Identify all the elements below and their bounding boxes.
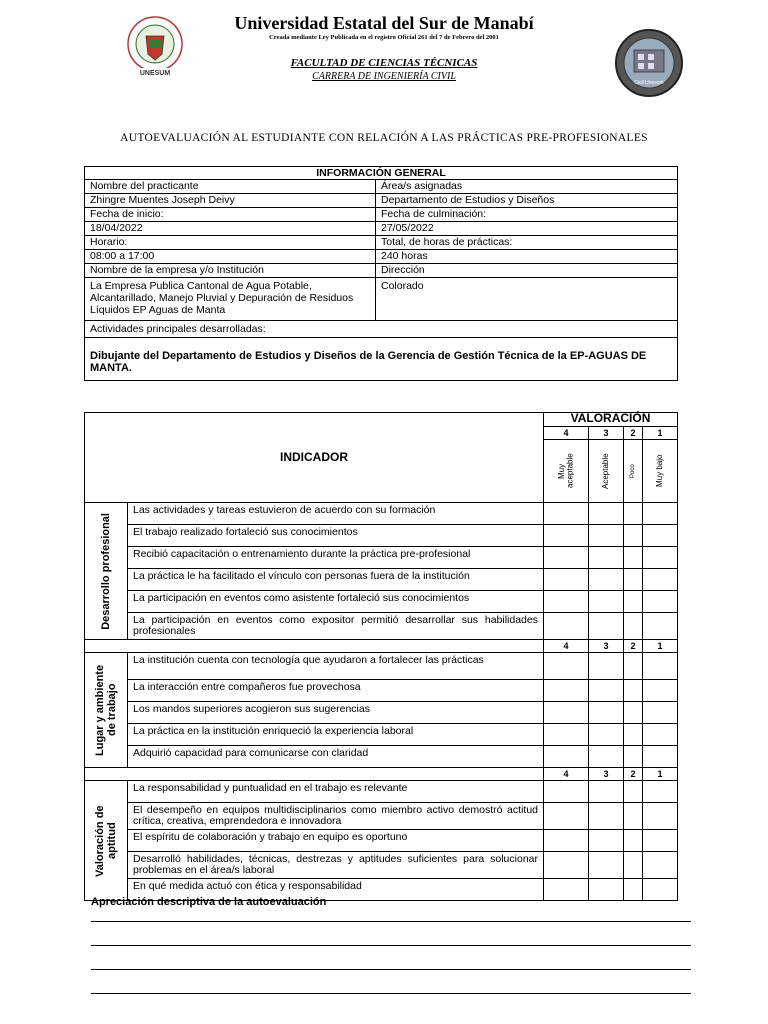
- company-value: La Empresa Publica Cantonal de Agua Potable, Alcantarillado, Manejo Pluvial y Depuración de Residuos Líquidos EP Aguas de Manta: [85, 278, 376, 321]
- indicator-item: Las actividades y tareas estuvieron de acuerdo con su formación: [128, 503, 544, 525]
- score-cell[interactable]: [624, 746, 643, 768]
- score-header: 2: [624, 768, 643, 781]
- score-cell[interactable]: [544, 653, 589, 680]
- schedule-value: 08:00 a 17:00: [85, 250, 376, 264]
- indicator-item: La práctica en la institución enriqueció la experiencia laboral: [128, 724, 544, 746]
- name-value: Zhingre Muentes Joseph Deivy: [85, 194, 376, 208]
- score-cell[interactable]: [544, 569, 589, 591]
- info-heading: INFORMACIÓN GENERAL: [85, 167, 678, 180]
- document-title: AUTOEVALUACIÓN AL ESTUDIANTE CON RELACIÓN A LAS PRÁCTICAS PRE-PROFESIONALES: [120, 132, 648, 144]
- score-cell[interactable]: [624, 525, 643, 547]
- score-cell[interactable]: [643, 613, 678, 640]
- descriptive-label: Apreciación descriptiva de la autoevaluación: [91, 896, 327, 908]
- score-cell[interactable]: [589, 702, 624, 724]
- indicator-item: Recibió capacitación o entrenamiento durante la práctica pre-profesional: [128, 547, 544, 569]
- score-cell[interactable]: [643, 525, 678, 547]
- answer-line[interactable]: [91, 945, 691, 946]
- answer-line[interactable]: [91, 969, 691, 970]
- score-header: 3: [589, 427, 624, 440]
- score-cell[interactable]: [624, 852, 643, 879]
- indicator-item: Los mandos superiores acogieron sus sugerencias: [128, 702, 544, 724]
- score-cell[interactable]: [624, 702, 643, 724]
- score-label: Poco: [629, 464, 636, 478]
- score-cell[interactable]: [589, 781, 624, 803]
- score-cell[interactable]: [643, 852, 678, 879]
- score-cell[interactable]: [643, 569, 678, 591]
- score-cell[interactable]: [544, 702, 589, 724]
- university-logo-text: UNESUM: [139, 70, 171, 77]
- score-header: 4: [544, 640, 589, 653]
- score-cell[interactable]: [544, 680, 589, 702]
- score-cell[interactable]: [624, 879, 643, 901]
- valuation-header: VALORACIÓN: [544, 413, 678, 427]
- indicator-item: En qué medida actuó con ética y responsabilidad: [128, 879, 544, 901]
- score-cell[interactable]: [643, 724, 678, 746]
- score-label: Muy aceptable: [556, 453, 574, 489]
- score-cell[interactable]: [544, 503, 589, 525]
- score-cell[interactable]: [643, 702, 678, 724]
- indicator-item: El trabajo realizado fortaleció sus conocimientos: [128, 525, 544, 547]
- schedule-label: Horario:: [85, 236, 376, 250]
- score-cell[interactable]: [544, 724, 589, 746]
- category-label: Lugar y ambiente de trabajo: [94, 664, 118, 756]
- answer-line[interactable]: [91, 993, 691, 994]
- score-cell[interactable]: [589, 879, 624, 901]
- score-header: 2: [624, 427, 643, 440]
- area-value: Departamento de Estudios y Diseños: [376, 194, 678, 208]
- score-cell[interactable]: [643, 803, 678, 830]
- hours-value: 240 horas: [376, 250, 678, 264]
- score-header: 1: [643, 427, 678, 440]
- score-header: 2: [624, 640, 643, 653]
- career-logo: [612, 26, 686, 100]
- name-label: Nombre del practicante: [85, 180, 376, 194]
- score-cell[interactable]: [589, 525, 624, 547]
- score-cell[interactable]: [544, 591, 589, 613]
- score-cell[interactable]: [624, 569, 643, 591]
- evaluation-table: [84, 412, 678, 901]
- indicator-item: El espíritu de colaboración y trabajo en equipo es oportuno: [128, 830, 544, 852]
- score-cell[interactable]: [624, 591, 643, 613]
- score-header: 4: [544, 427, 589, 440]
- end-date-value: 27/05/2022: [376, 222, 678, 236]
- address-value: Colorado: [376, 278, 678, 321]
- score-label: Muy bajo: [654, 454, 664, 488]
- creation-note: Creada mediante Ley Publicada en el registro Oficial 261 del 7 de Febrero del 2001: [269, 34, 499, 41]
- score-cell[interactable]: [643, 591, 678, 613]
- activities-label: Actividades principales desarrolladas:: [85, 321, 678, 338]
- indicator-item: La práctica le ha facilitado el vínculo con personas fuera de la institución: [128, 569, 544, 591]
- indicator-item: La institución cuenta con tecnología que ayudaron a fortalecer las prácticas: [128, 653, 544, 680]
- score-cell[interactable]: [544, 803, 589, 830]
- score-cell[interactable]: [589, 653, 624, 680]
- score-cell[interactable]: [624, 680, 643, 702]
- area-label: Área/s asignadas: [376, 180, 678, 194]
- score-cell[interactable]: [589, 680, 624, 702]
- score-cell[interactable]: [624, 803, 643, 830]
- score-cell[interactable]: [589, 503, 624, 525]
- score-cell[interactable]: [544, 781, 589, 803]
- score-cell[interactable]: [589, 591, 624, 613]
- score-cell[interactable]: [624, 653, 643, 680]
- indicator-item: La participación en eventos como expositor permitió desarrollar sus habilidades profesionales: [128, 613, 544, 640]
- category-label: Desarrollo profesional: [100, 512, 112, 630]
- score-cell[interactable]: [544, 547, 589, 569]
- score-cell[interactable]: [589, 803, 624, 830]
- score-cell[interactable]: [643, 746, 678, 768]
- score-cell[interactable]: [589, 724, 624, 746]
- score-header: 1: [643, 768, 678, 781]
- general-info-table: [84, 166, 678, 381]
- score-cell[interactable]: [643, 547, 678, 569]
- start-date-value: 18/04/2022: [85, 222, 376, 236]
- score-label: Aceptable: [600, 453, 610, 489]
- score-cell[interactable]: [589, 830, 624, 852]
- activities-value: Dibujante del Departamento de Estudios y Diseños de la Gerencia de Gestión Técnica de la EP-AGUAS DE MANTA.: [85, 338, 678, 381]
- score-cell[interactable]: [544, 852, 589, 879]
- address-label: Dirección: [376, 264, 678, 278]
- score-cell[interactable]: [544, 613, 589, 640]
- start-date-label: Fecha de inicio:: [85, 208, 376, 222]
- career-name: CARRERA DE INGENIERÍA CIVIL: [312, 71, 456, 82]
- category-label: Valoración de aptitud: [94, 804, 118, 877]
- score-cell[interactable]: [544, 746, 589, 768]
- indicator-item: Desarrolló habilidades, técnicas, destrezas y aptitudes suficientes para solucionar problemas en el área/s laboral: [128, 852, 544, 879]
- career-logo-text: Civil Unesum: [634, 80, 664, 86]
- score-cell[interactable]: [643, 830, 678, 852]
- score-cell[interactable]: [589, 613, 624, 640]
- score-cell[interactable]: [624, 781, 643, 803]
- score-header: 3: [589, 768, 624, 781]
- score-cell[interactable]: [589, 569, 624, 591]
- indicator-item: Adquirió capacidad para comunicarse con claridad: [128, 746, 544, 768]
- score-header: 1: [643, 640, 678, 653]
- score-cell[interactable]: [643, 680, 678, 702]
- university-name: Universidad Estatal del Sur de Manabí: [234, 13, 534, 33]
- score-cell[interactable]: [643, 781, 678, 803]
- score-cell[interactable]: [589, 852, 624, 879]
- score-cell[interactable]: [643, 653, 678, 680]
- score-cell[interactable]: [643, 879, 678, 901]
- score-cell[interactable]: [624, 724, 643, 746]
- score-cell[interactable]: [624, 613, 643, 640]
- score-cell[interactable]: [589, 547, 624, 569]
- score-cell[interactable]: [624, 503, 643, 525]
- indicator-header: INDICADOR: [85, 413, 544, 503]
- score-cell[interactable]: [544, 879, 589, 901]
- faculty-name: FACULTAD DE CIENCIAS TÉCNICAS: [290, 57, 478, 69]
- score-cell[interactable]: [544, 525, 589, 547]
- indicator-item: La participación en eventos como asistente fortaleció sus conocimientos: [128, 591, 544, 613]
- indicator-item: La responsabilidad y puntualidad en el trabajo es relevante: [128, 781, 544, 803]
- company-label: Nombre de la empresa y/o Institución: [85, 264, 376, 278]
- score-cell[interactable]: [589, 746, 624, 768]
- answer-line[interactable]: [91, 921, 691, 922]
- score-header: 4: [544, 768, 589, 781]
- end-date-label: Fecha de culminación:: [376, 208, 678, 222]
- hours-label: Total, de horas de prácticas:: [376, 236, 678, 250]
- score-cell[interactable]: [624, 547, 643, 569]
- indicator-item: La interacción entre compañeros fue provechosa: [128, 680, 544, 702]
- score-header: 3: [589, 640, 624, 653]
- indicator-item: El desempeño en equipos multidisciplinarios como miembro activo demostró actitud crítica, creativa, emprendedora e innovadora: [128, 803, 544, 830]
- score-cell[interactable]: [544, 830, 589, 852]
- score-cell[interactable]: [643, 503, 678, 525]
- score-cell[interactable]: [624, 830, 643, 852]
